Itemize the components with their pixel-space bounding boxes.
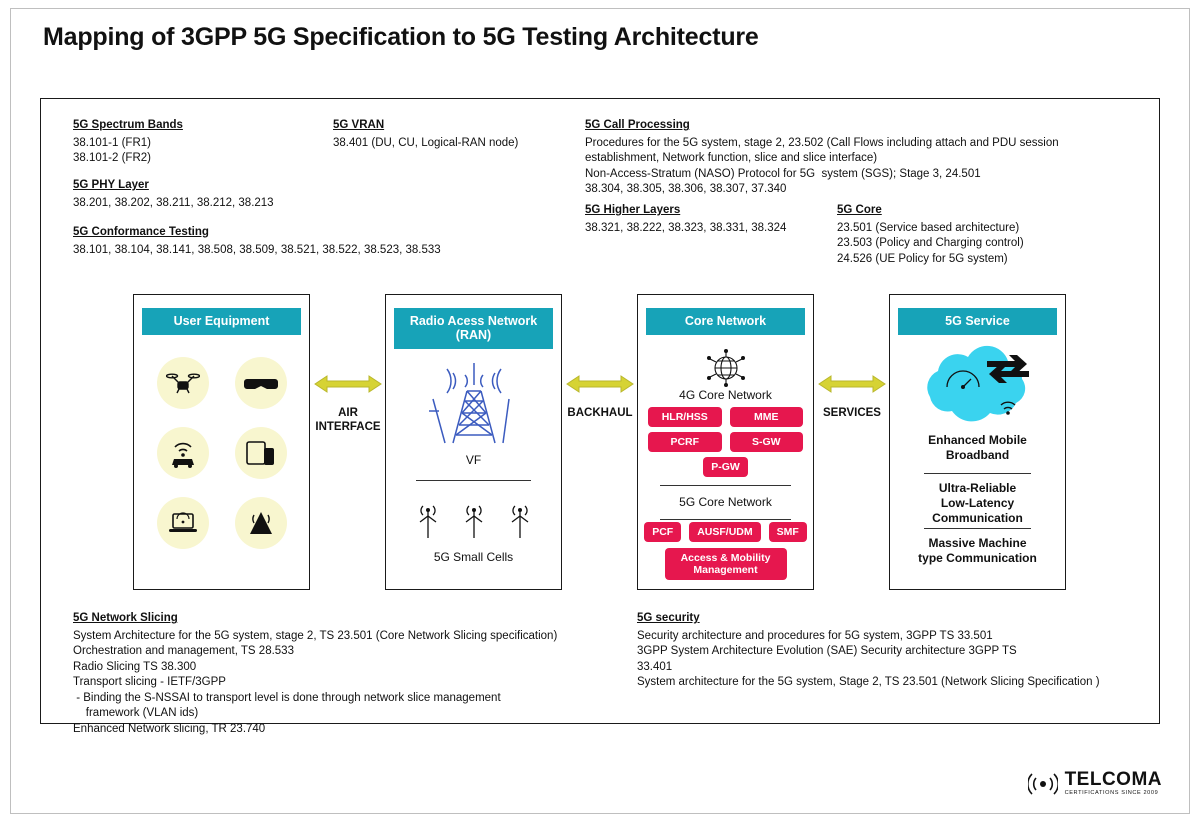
arrow-label-services: SERVICES (823, 407, 881, 419)
pill-pcrf: PCRF (648, 432, 722, 452)
spec-line: 38.101-2 (FR2) (73, 152, 151, 164)
ue-icon-grid (134, 357, 309, 549)
service-item-line: Broadband (945, 448, 1010, 462)
spec-block-5g-core (837, 203, 1097, 267)
spec-line: Orchestration and management, TS 28.533 (73, 645, 294, 657)
small-cell-group (386, 500, 561, 542)
spec-line: establishment, Network function, slice and slice interface) (585, 152, 878, 164)
tablet-phone-icon (235, 427, 287, 479)
connected-car-icon (157, 427, 209, 479)
service-item-line: Communication (932, 511, 1023, 525)
spec-heading: 5G Higher Layers (585, 204, 681, 216)
service-item-line: Ultra-Reliable (938, 481, 1017, 495)
service-item-embb (900, 433, 1055, 463)
pillar-core-network (637, 294, 814, 590)
small-cells-label: 5G Small Cells (433, 550, 514, 564)
spec-block-phy-layer (73, 178, 373, 211)
service-item-urllc (900, 481, 1055, 526)
core-network-4g-label: 4G Core Network (679, 388, 772, 402)
pill-mme: MME (730, 407, 804, 427)
laptop-icon (157, 497, 209, 549)
spec-line: - Binding the S-NSSAI to transport level is done through network slice management (73, 691, 501, 704)
spec-line: Procedures for the 5G system, stage 2, 23.502 (Call Flows including attach and PDU session (585, 136, 1059, 149)
spec-line: 3GPP System Architecture Evolution (SAE) Security architecture 3GPP TS (637, 645, 1017, 657)
spec-block-higher-layers (585, 203, 835, 236)
logo-text (1065, 770, 1162, 797)
spec-line: System Architecture for the 5G system, stage 2, TS 23.501 (Core Network Slicing specification) (73, 629, 558, 642)
divider (924, 473, 1031, 474)
spec-line: 38.101-1 (FR1) (73, 136, 151, 149)
spec-block-call-processing (585, 118, 1125, 198)
pill-ausf-udm: AUSF/UDM (689, 522, 760, 542)
pillar-user-equipment (133, 294, 310, 590)
ran-vf-label: VF (465, 453, 482, 467)
small-cell-icon (507, 500, 533, 542)
service-item-mmtc (900, 536, 1055, 566)
pill-pcf: PCF (644, 522, 681, 542)
pillar-radio-access-network (385, 294, 562, 590)
divider (416, 480, 531, 481)
core-4g-row-1 (638, 407, 813, 427)
brand-logo (1028, 770, 1162, 797)
spec-block-spectrum-bands (73, 118, 323, 167)
divider (660, 485, 791, 486)
core-4g-row-2 (638, 432, 813, 452)
pill-access-mobility-management: Access & Mobility Management (665, 548, 787, 580)
double-arrow-icon (817, 373, 887, 395)
spec-block-conformance-testing (73, 225, 473, 258)
logo-tagline: CERTIFICATIONS SINCE 2009 (1064, 790, 1159, 797)
spec-line: 23.501 (Service based architecture) (837, 221, 1020, 234)
spec-line: framework (VLAN ids) (73, 707, 199, 719)
divider (660, 519, 791, 520)
pillar-title-ran-line2: (RAN) (455, 328, 492, 342)
spec-line: 33.401 (637, 660, 673, 673)
spec-line: Enhanced Network slicing, TR 23.740 (73, 722, 266, 735)
arrow-label-line: INTERFACE (315, 421, 381, 433)
spec-heading: 5G Conformance Testing (73, 226, 209, 238)
spec-line: Radio Slicing TS 38.300 (73, 660, 197, 673)
pillar-title-core-network: Core Network (646, 308, 805, 335)
pillar-title-5g-service: 5G Service (898, 308, 1057, 335)
spec-block-security (637, 611, 1147, 691)
spec-block-vran (333, 118, 573, 151)
service-cloud-icon (890, 343, 1065, 429)
spec-line: 38.101, 38.104, 38.141, 38.508, 38.509, 38.521, 38.522, 38.523, 38.533 (73, 243, 441, 256)
spec-heading: 5G Call Processing (585, 119, 690, 131)
double-arrow-icon (313, 373, 383, 395)
cell-tower-icon (386, 355, 561, 447)
spec-line: 38.304, 38.305, 38.306, 38.307, 37.340 (585, 183, 787, 195)
spec-line: System architecture for the 5G system, Stage 2, TS 23.501 (Network Slicing Specification ) (637, 676, 1100, 688)
service-item-line: Massive Machine (928, 536, 1027, 550)
spec-line: 38.201, 38.202, 38.211, 38.212, 38.213 (73, 196, 274, 209)
arrow-air-interface (312, 373, 384, 434)
service-item-line: Enhanced Mobile (928, 433, 1027, 447)
core-5g-row-1 (638, 522, 813, 542)
pill-s-gw: S-GW (730, 432, 804, 452)
service-item-line: Low-Latency (940, 496, 1015, 510)
core-4g-row-3 (638, 457, 813, 477)
divider (924, 528, 1031, 529)
small-cell-icon (461, 500, 487, 542)
core-network-5g-label: 5G Core Network (679, 495, 772, 509)
pill-p-gw: P-GW (703, 457, 748, 477)
pillar-title-ran (394, 308, 553, 349)
arrow-backhaul (564, 373, 636, 420)
spec-line: Security architecture and procedures for 5G system, 3GPP TS 33.501 (637, 629, 993, 642)
pillar-5g-service (889, 294, 1066, 590)
spec-line: Transport slicing - IETF/3GPP (73, 676, 226, 688)
pillar-title-ran-line1: Radio Acess Network (409, 314, 538, 328)
spec-line: 23.503 (Policy and Charging control) (837, 237, 1024, 249)
spec-heading: 5G VRAN (333, 119, 385, 131)
arrow-label-air-interface (312, 406, 384, 434)
pillar-title-user-equipment: User Equipment (142, 308, 301, 335)
spec-heading: 5G Spectrum Bands (73, 119, 183, 131)
logo-name: TELCOMA (1064, 769, 1162, 791)
spec-line: 38.401 (DU, CU, Logical-RAN node) (333, 136, 519, 149)
spec-heading: 5G PHY Layer (73, 179, 149, 191)
signal-waves-icon (1028, 772, 1058, 796)
spec-heading: 5G Core (837, 204, 882, 216)
core-5g-row-2 (638, 548, 813, 580)
spec-line: 38.321, 38.222, 38.323, 38.331, 38.324 (585, 221, 787, 234)
spec-heading: 5G security (637, 612, 700, 624)
drone-icon (157, 357, 209, 409)
spec-block-network-slicing (73, 611, 633, 737)
page-title: Mapping of 3GPP 5G Specification to 5G Testing Architecture (43, 23, 759, 51)
globe-network-icon (638, 349, 813, 387)
arrow-label-backhaul: BACKHAUL (567, 407, 633, 419)
arrow-services (816, 373, 888, 420)
small-cell-icon (415, 500, 441, 542)
spec-heading: 5G Network Slicing (73, 612, 178, 624)
double-arrow-icon (565, 373, 635, 395)
vr-headset-icon (235, 357, 287, 409)
arrow-label-line: AIR (338, 407, 358, 419)
antenna-mast-icon (235, 497, 287, 549)
pill-smf: SMF (769, 522, 807, 542)
pill-hlr-hss: HLR/HSS (648, 407, 722, 427)
service-item-line: type Communication (918, 551, 1037, 565)
spec-line: Non-Access-Stratum (NASO) Protocol for 5G system (SGS); Stage 3, 24.501 (585, 167, 981, 180)
spec-line: 24.526 (UE Policy for 5G system) (837, 252, 1008, 265)
